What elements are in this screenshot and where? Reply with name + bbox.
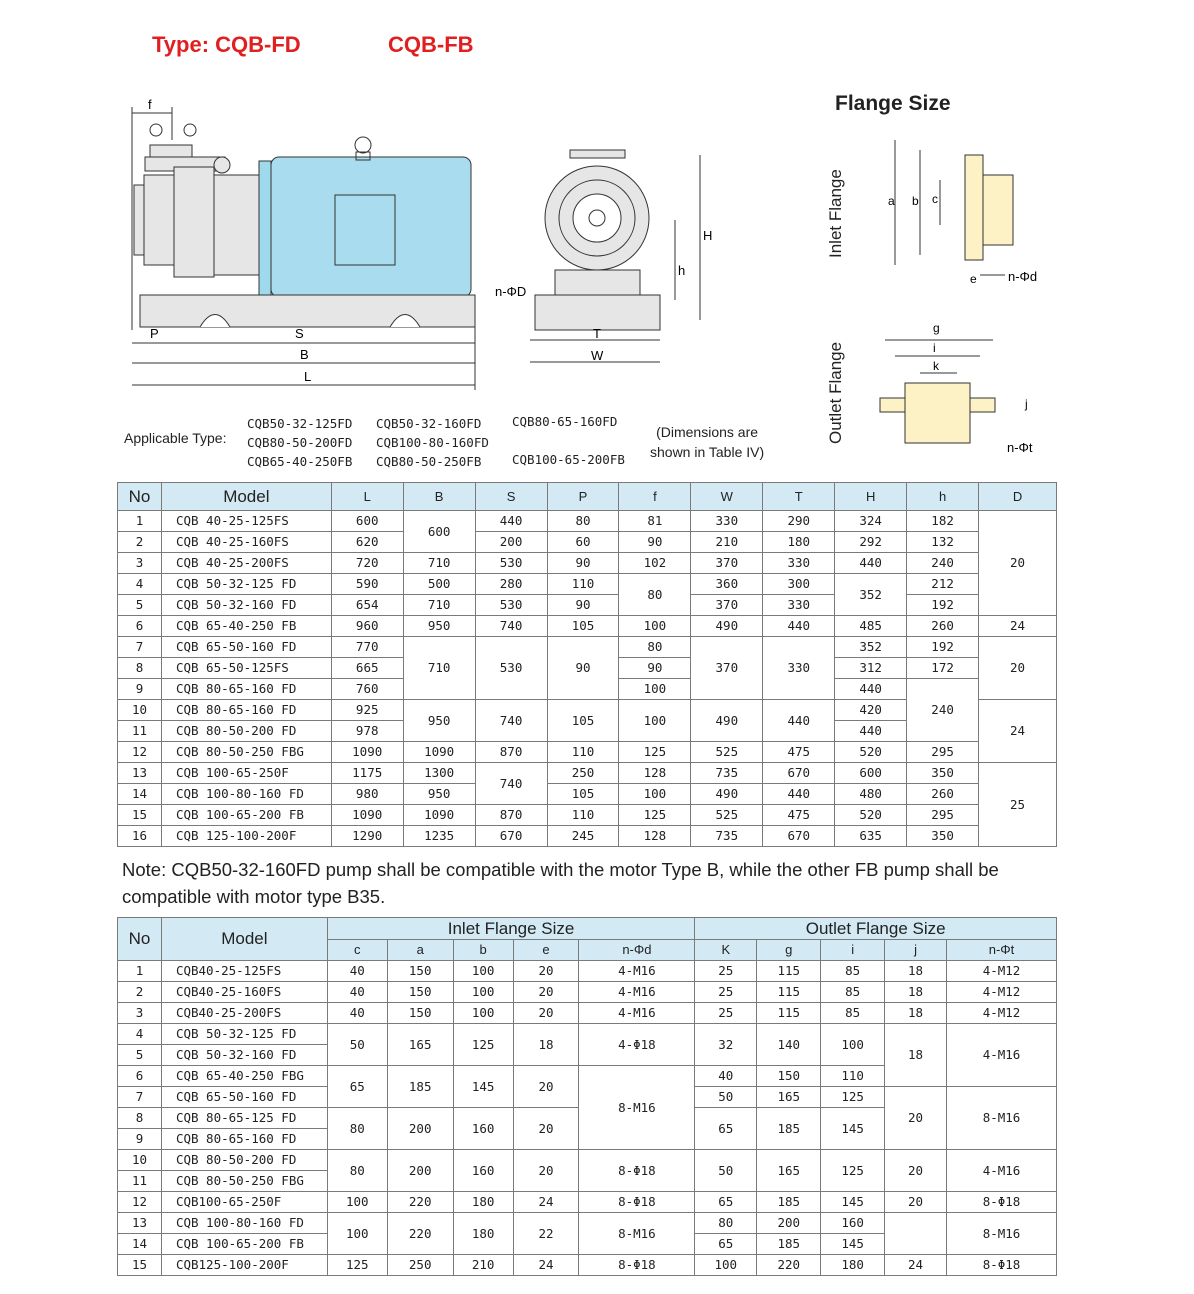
dim-l-label: L: [304, 369, 312, 384]
dim-b-label: B: [300, 347, 309, 362]
applicable-col2: CQB50-32-160FD CQB100-80-160FD CQB80-50-250FB: [376, 416, 489, 469]
dim-h-label: H: [703, 228, 713, 243]
compatibility-note: Note: CQB50-32-160FD pump shall be compatible with the motor Type B, while the other FB pump shall be compatible with motor type B35.: [122, 859, 999, 907]
outlet-g-label: g: [933, 321, 940, 335]
table-row: 8 CQB 80-65-125 FD 80 200 160 20 65 185 145: [118, 1108, 1057, 1129]
flange-size-title: Flange Size: [835, 92, 951, 115]
col-h: H: [835, 483, 907, 511]
dim-h-small-label: h: [678, 263, 686, 278]
inlet-flange-size-header: Inlet Flange Size: [327, 918, 695, 940]
col-b: B: [403, 483, 475, 511]
col-model: Model: [161, 483, 331, 511]
table-row: 12 CQB 80-50-250 FBG 1090 1090 870 110 125 525 475 520 295: [118, 742, 1057, 763]
outlet-i-label: i: [933, 341, 936, 355]
col-t: T: [763, 483, 835, 511]
table-row: 16 CQB 125-100-200F 1290 1235 670 245 128 735 670 635 350: [118, 826, 1057, 847]
table-row: 1 CQB 40-25-125FS 600 600 440 80 81 330 290 324 182 20: [118, 511, 1057, 532]
outlet-flange-drawing: [875, 318, 1060, 458]
table-row: 3 CQB 40-25-200FS 720 710 530 90 102 370 330 440 240: [118, 553, 1057, 574]
inlet-c-label: c: [932, 192, 938, 206]
table-row: 8 CQB 65-50-125FS 665 90 312 172: [118, 658, 1057, 679]
table-row: 11 CQB 80-50-250 FBG: [118, 1171, 1057, 1192]
col-s: S: [475, 483, 547, 511]
dim-w-label: W: [591, 348, 604, 363]
table-row: 13 CQB 100-65-250F 1175 1300 740 250 128 735 670 600 350 25: [118, 763, 1057, 784]
col-e: e: [513, 940, 579, 961]
table-row: 10 CQB 80-65-160 FD 925 950 740 105 100 490 440 420 24: [118, 700, 1057, 721]
col-g: g: [757, 940, 821, 961]
inlet-b-label: b: [912, 194, 919, 208]
col-b: b: [453, 940, 513, 961]
col-d: D: [979, 483, 1057, 511]
table-row: 6 CQB 65-40-250 FBG 65 185 145 20 8-M16 40 150 110: [118, 1066, 1057, 1087]
outlet-j-label: j: [1025, 397, 1028, 411]
table-row: 7 CQB 65-50-160 FD 770 710 530 90 80 370 330 352 192 20: [118, 637, 1057, 658]
table-row: 14 CQB 100-65-200 FB 65 185 145: [118, 1234, 1057, 1255]
table-row: 3 CQB40-25-200FS 40 150 100 20 4-M16 25 115 85 18 4-M12: [118, 1003, 1057, 1024]
col-no: No: [118, 918, 162, 961]
col-h-small: h: [907, 483, 979, 511]
inlet-e-label: e: [970, 272, 977, 286]
table-row: 1 CQB40-25-125FS 40 150 100 20 4-M16 25 115 85 18 4-M12: [118, 961, 1057, 982]
type-fd-title: Type: CQB-FD: [152, 32, 301, 57]
col-j: j: [885, 940, 947, 961]
pump-front-view-drawing: [495, 140, 725, 375]
table-row: 13 CQB 100-80-160 FD 100 220 180 22 8-M16 80 200 160 8-M16: [118, 1213, 1057, 1234]
col-i: i: [821, 940, 885, 961]
table-row: 7 CQB 65-50-160 FD 50 165 125 20 8-M16: [118, 1087, 1057, 1108]
table-row: 10 CQB 80-50-200 FD 80 200 160 20 8-Φ18 50 165 125 20 4-M16: [118, 1150, 1057, 1171]
table-row: 9 CQB 80-65-160 FD 760 100 440 240: [118, 679, 1057, 700]
pump-side-view-drawing: [120, 95, 490, 395]
applicable-col1: CQB50-32-125FD CQB80-50-200FD CQB65-40-250FB: [247, 416, 353, 469]
dim-nd-label: n-ΦD: [495, 284, 527, 299]
applicable-col3b: CQB100-65-200FB: [512, 452, 625, 467]
dim-p-label: P: [150, 326, 159, 341]
col-model: Model: [161, 918, 327, 961]
table-row: 5 CQB 50-32-160 FD 654 710 530 90 370 330 192: [118, 595, 1057, 616]
table-row: 4 CQB 50-32-125 FD 590 500 280 110 80 360 300 352 212: [118, 574, 1057, 595]
dimensions-note: (Dimensions are shown in Table IV): [650, 424, 765, 460]
table-row: 6 CQB 65-40-250 FB 960 950 740 105 100 490 440 485 260 24: [118, 616, 1057, 637]
dimension-table: [117, 482, 1057, 847]
table-row: 12 CQB100-65-250F 100 220 180 24 8-Φ18 65 185 145 20 8-Φ18: [118, 1192, 1057, 1213]
dim-f-label: f: [148, 97, 152, 112]
col-f: f: [619, 483, 691, 511]
col-p: P: [547, 483, 619, 511]
dim-t-label: T: [593, 326, 601, 341]
dim-s-label: S: [295, 326, 304, 341]
outlet-flange-label: Outlet Flange: [826, 341, 845, 444]
type-fb-title: CQB-FB: [388, 32, 474, 57]
table-row: 15 CQB125-100-200F 125 250 210 24 8-Φ18 100 220 180 24 8-Φ18: [118, 1255, 1057, 1276]
outlet-flange-size-header: Outlet Flange Size: [695, 918, 1057, 940]
flange-size-table: [117, 917, 1057, 1276]
inlet-a-label: a: [888, 194, 895, 208]
outlet-k-label: k: [933, 359, 939, 373]
inlet-flange-label: Inlet Flange: [826, 169, 845, 258]
col-no: No: [118, 483, 162, 511]
table-row: 15 CQB 100-65-200 FB 1090 1090 870 110 125 525 475 520 295: [118, 805, 1057, 826]
applicable-type-label: Applicable Type:: [124, 430, 227, 446]
col-l: L: [331, 483, 403, 511]
table-row: 14 CQB 100-80-160 FD 980 950 105 100 490 440 480 260: [118, 784, 1057, 805]
col-c: c: [327, 940, 387, 961]
col-nt: n-Φt: [947, 940, 1057, 961]
col-k: K: [695, 940, 757, 961]
inlet-nd-label: n-Φd: [1008, 269, 1038, 284]
col-a: a: [387, 940, 453, 961]
table-row: 11 CQB 80-50-200 FD 978 440: [118, 721, 1057, 742]
col-nd: n-Φd: [579, 940, 695, 961]
outlet-nt-label: n-Φt: [1007, 440, 1033, 455]
table-row: 2 CQB40-25-160FS 40 150 100 20 4-M16 25 115 85 18 4-M12: [118, 982, 1057, 1003]
table-row: 5 CQB 50-32-160 FD: [118, 1045, 1057, 1066]
table-row: 9 CQB 80-65-160 FD: [118, 1129, 1057, 1150]
table-row: 4 CQB 50-32-125 FD 50 165 125 18 4-Φ18 32 140 100 18 4-M16: [118, 1024, 1057, 1045]
applicable-col3a: CQB80-65-160FD: [512, 414, 618, 429]
col-w: W: [691, 483, 763, 511]
inlet-flange-drawing: [870, 125, 1060, 295]
table-row: 2 CQB 40-25-160FS 620 200 60 90 210 180 292 132: [118, 532, 1057, 553]
